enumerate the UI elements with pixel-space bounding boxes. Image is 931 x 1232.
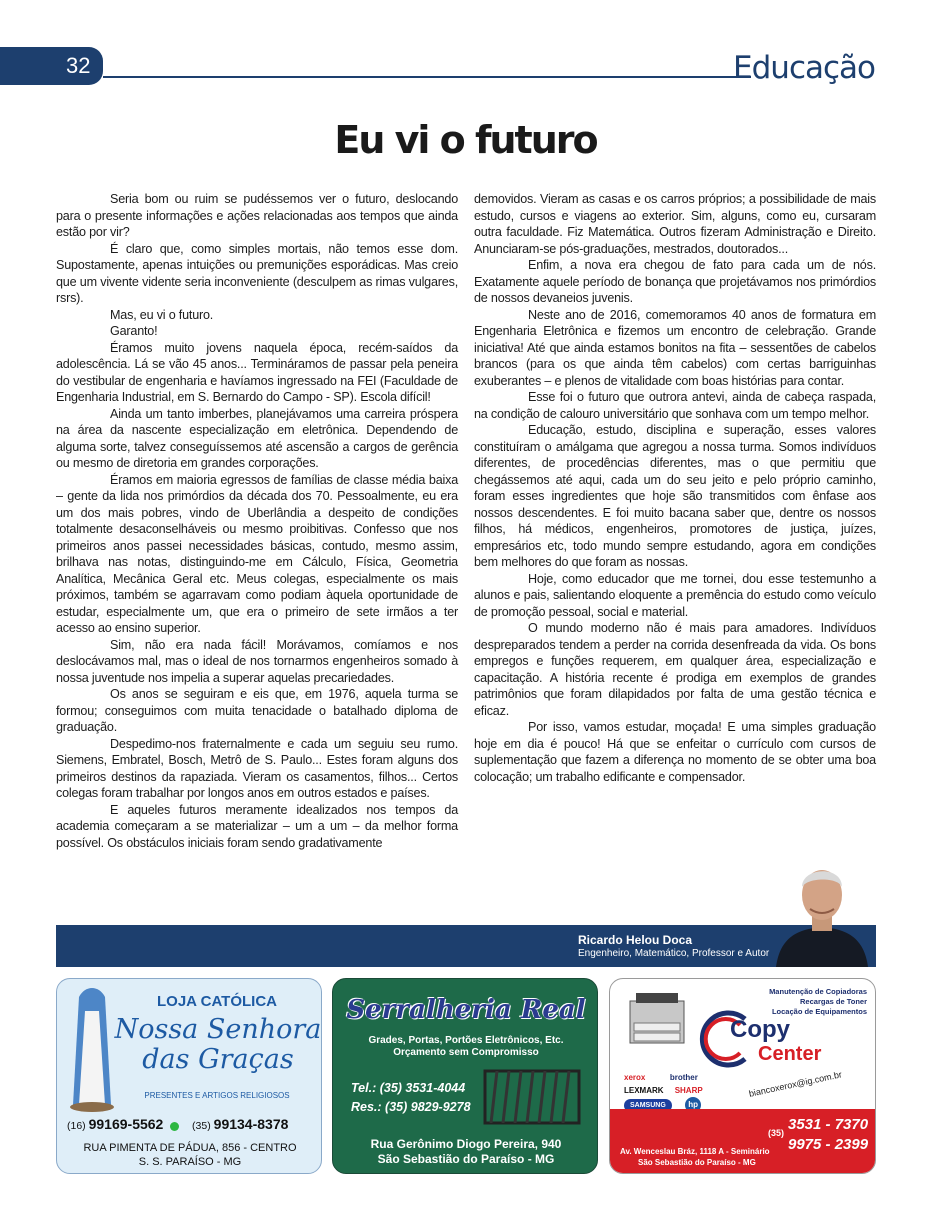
phone1: 99169-5562 — [88, 1116, 164, 1132]
copier-icon — [622, 987, 692, 1057]
phone1-area: (16) — [67, 1120, 86, 1132]
article-column-left — [56, 191, 458, 851]
serralheria-services-line2: Orçamento sem Compromisso — [393, 1047, 539, 1058]
serralheria-services-line1: Grades, Portas, Portões Eletrônicos, Etc. — [368, 1035, 564, 1046]
paragraph: Éramos em maioria egressos de famílias de classe média baixa – gente da lida nos primórdios da década dos 70. Pessoalmente, eu era um dos mais pobres, vindo de Uberlândia a despeito de condições totalmente desaconselháveis ou mesmo proibitivas. Confesso que nos primeiros anos passei necessidades básicas, contudo, mesmo assim, brilhava nas notas, distinguindo-me em Cálculo, Física, Geometria Analítica, Mecânica Geral etc. Meus colegas, especialmente os mais próximos, também se agarravam como podiam àquela oportunidade de estudar, especialmente um, que era o primeiro de sete irmãos a ter acesso ao ensino superior. — [56, 472, 458, 635]
center-brand: Center — [758, 1043, 822, 1065]
logo-hp: hp — [685, 1097, 701, 1113]
serralheria-address-line1: Rua Gerônimo Diogo Pereira, 940 — [370, 1137, 562, 1151]
paragraph: Por isso, vamos estudar, moçada! E uma simples graduação hoje em dia é pouco! Há que se enfeitar o currículo com cursos de suplementação que fazem a diferença no momento de se obter uma boa colocação; um trabalho edificante e compensador. — [474, 720, 876, 784]
copy-phones — [788, 1115, 868, 1155]
copy-service-3: Locação de Equipamentos — [771, 1007, 867, 1016]
header-rule — [103, 76, 751, 78]
author-bar — [56, 925, 876, 967]
paragraph: demovidos. Vieram as casas e os carros próprios; a possibilidade de mais estudo, cursos e viagens ao exterior. Sim, alguns, como eu, cursaram outra faculdade. Fiz Matemática. Outros fizeram Administração e Direito. Anunciaram-se pós-graduações, mestrados, doutorados... — [474, 192, 876, 256]
serralheria-address-line2: São Sebastião do Paraíso - MG — [377, 1152, 555, 1166]
copy-phone1: 3531 - 7370 — [788, 1116, 869, 1133]
author-name: Ricardo Helou Doca — [578, 933, 693, 947]
author-role: Engenheiro, Matemático, Professor e Autor — [578, 948, 770, 959]
logo-lexmark: LEXMARK — [624, 1086, 664, 1095]
paragraph: E aqueles futuros meramente idealizados nos tempos da academia começaram a se materializar – um a um – da melhor forma possível. Os obstáculos iniciais foram sendo gradativamente — [56, 802, 458, 850]
store-phones — [67, 1116, 317, 1132]
store-label: LOJA CATÓLICA — [157, 993, 277, 1010]
article-title: Eu vi o futuro — [334, 118, 597, 162]
copy-service-1: Manutenção de Copiadoras — [769, 987, 867, 996]
paragraph: Os anos se seguiram e eis que, em 1976, aquela turma se formou; conseguimos com muita tenacidade o batalhado diploma de graduação. — [56, 687, 458, 734]
serralheria-services — [333, 1035, 598, 1059]
serralheria-res: Res.: (35) 9829-9278 — [351, 1100, 471, 1114]
madonna-figure-icon — [65, 987, 119, 1113]
copy-services — [757, 987, 867, 1017]
paragraph: Éramos muito jovens naquela época, recém-saídos da adolescência. Lá se vão 45 anos... Termináramos de passar pela peneira do vestibular de engenharia e havíamos ingressado na FEI (Faculdade de Engenharia Industrial, em S. Bernardo do Campo - SP). Escola difícil! — [56, 340, 458, 404]
paragraph: Garanto! — [110, 324, 158, 338]
store-address-line1: RUA PIMENTA DE PÁDUA, 856 - CENTRO — [83, 1142, 297, 1154]
paragraph: Sim, não era nada fácil! Morávamos, comíamos e nos deslocávamos mal, mas o ideal de nos tornarmos engenheiros somado à nossa juventude nos impelia a superar aquelas precariedades. — [56, 637, 458, 685]
logo-brother: brother — [669, 1073, 698, 1082]
store-address-line2: S. S. PARAÍSO - MG — [138, 1156, 242, 1168]
copy-address — [620, 1146, 770, 1168]
phone2-area: (35) — [192, 1120, 211, 1132]
paragraph: O mundo moderno não é mais para amadores. Indivíduos despreparados tendem a perder na corrida desenfreada da vida. Os bons empregos e funções requerem, em qualquer área, especialização e capacitação. A história recente é prodiga em exemplos de grandes patrimônios que foram dilapidados por falta de uma gestão técnica e eficaz. — [474, 621, 876, 718]
copy-phone2: 9975 - 2399 — [788, 1136, 869, 1153]
section-title: Educação — [733, 50, 875, 86]
gate-icon — [483, 1067, 581, 1125]
copy-email[interactable]: biancoxerox@ig.com.br — [748, 1069, 843, 1099]
copy-address-line2: São Sebastião do Paraíso - MG — [638, 1158, 756, 1167]
store-tagline: PRESENTES E ARTIGOS RELIGIOSOS — [144, 1091, 290, 1100]
paragraph: Esse foi o futuro que outrora antevi, ainda de cabeça raspada, na condição de calouro universitário que sonhava com um tempo melhor. — [474, 390, 876, 421]
serralheria-address — [333, 1137, 598, 1167]
logo-xerox: xerox — [624, 1073, 646, 1082]
paragraph: É claro que, como simples mortais, não temos esse dom. Supostamente, apenas intuições ou premunições esporádicas. Mas creio que um vivente vidente seria inconveniente (desculpem as rimas vulgares, rsrs). — [56, 241, 458, 305]
serralheria-phones — [351, 1079, 471, 1117]
paragraph: Mas, eu vi o futuro. — [110, 307, 214, 322]
paragraph: Educação, estudo, disciplina e superação, esses valores constituíram o amálgama que agregou a nossa turma. Somos indivíduos diferentes, de procedências diferentes, mas o que permitiu que chegássemos até aqui, cada um do seu jeito e pelo próprio caminho, foram esses ingredientes que hoje são transmitidos com ênfase aos nossos descendentes. E foi muito bacana saber que, dentre os nossos filhos, há médicos, engenheiros, promotores de justiça, juízes, empresários etc, todo mundo sempre estudando, agora em condições bem melhores do que foram as nossas. — [474, 423, 876, 569]
brand-logos — [624, 1071, 703, 1113]
article-column-right — [474, 191, 876, 785]
ad-serralheria-real[interactable] — [332, 978, 598, 1174]
serralheria-brand: Serralheria Real — [346, 995, 586, 1025]
paragraph: Neste ano de 2016, comemoramos 40 anos de formatura em Engenharia Eletrônica e fizemos um encontro de celebração. Grande iniciativa! Até que ainda estamos bonitos na fita – sessentões de cabelos brancos (para os que ainda têm cabelos) com certas barriguinhas exuberantes – e plenos de vitalidade com boas histórias para contar. — [474, 307, 876, 388]
paragraph: Enfim, a nova era chegou de fato para cada um de nós. Exatamente aquele período de bonança que projetávamos nos primórdios de nossos devaneios juvenis. — [474, 258, 876, 305]
phone2: 99134-8378 — [213, 1116, 289, 1132]
store-name-line2: das Graças — [142, 1044, 294, 1075]
paragraph: Despedimo-nos fraternalmente e cada um seguiu seu rumo. Siemens, Embratel, Bosch, Metrô de S. Paulo... Estes foram alguns dos primeiros destinos da rapaziada. Vieram os casamentos, filhos... Certos colegas foram trabalhar por longos anos em outros estados e países. — [56, 736, 458, 800]
logo-samsung: SAMSUNG — [624, 1099, 672, 1112]
store-name — [113, 1015, 322, 1075]
store-address — [57, 1141, 322, 1169]
copy-brand: Copy — [730, 1016, 790, 1043]
ad-loja-catolica[interactable] — [56, 978, 322, 1174]
paragraph: Seria bom ou ruim se pudéssemos ver o futuro, deslocando para o presente informações e ações relacionadas aos tempos que ainda estão por vir? — [56, 192, 458, 239]
copy-service-2: Recargas de Toner — [800, 997, 867, 1006]
store-name-line1: Nossa Senhora — [114, 1014, 322, 1045]
whatsapp-icon — [170, 1122, 179, 1131]
copy-area-code: (35) — [768, 1128, 785, 1138]
paragraph: Hoje, como educador que me tornei, dou esse testemunho a alunos e pais, salientando eloquente a premência do estudo como veículo de promoção pessoal, social e material. — [474, 571, 876, 619]
serralheria-tel: Tel.: (35) 3531-4044 — [351, 1081, 466, 1095]
paragraph: Ainda um tanto imberbes, planejávamos uma carreira próspera na área da nascente especialização em eletrônica. Dependendo de alguma sorte, talvez conseguíssemos até ascensão a cargos de gerência ou mesmo de diretoria em grandes corporações. — [56, 406, 458, 470]
ad-copy-center[interactable] — [609, 978, 876, 1174]
page-number-tab — [0, 47, 103, 85]
page-number: 32 — [66, 53, 91, 78]
author-photo — [768, 855, 876, 967]
logo-sharp: SHARP — [674, 1086, 703, 1095]
copy-address-line1: Av. Wenceslau Bráz, 1118 A - Seminário — [620, 1147, 770, 1156]
